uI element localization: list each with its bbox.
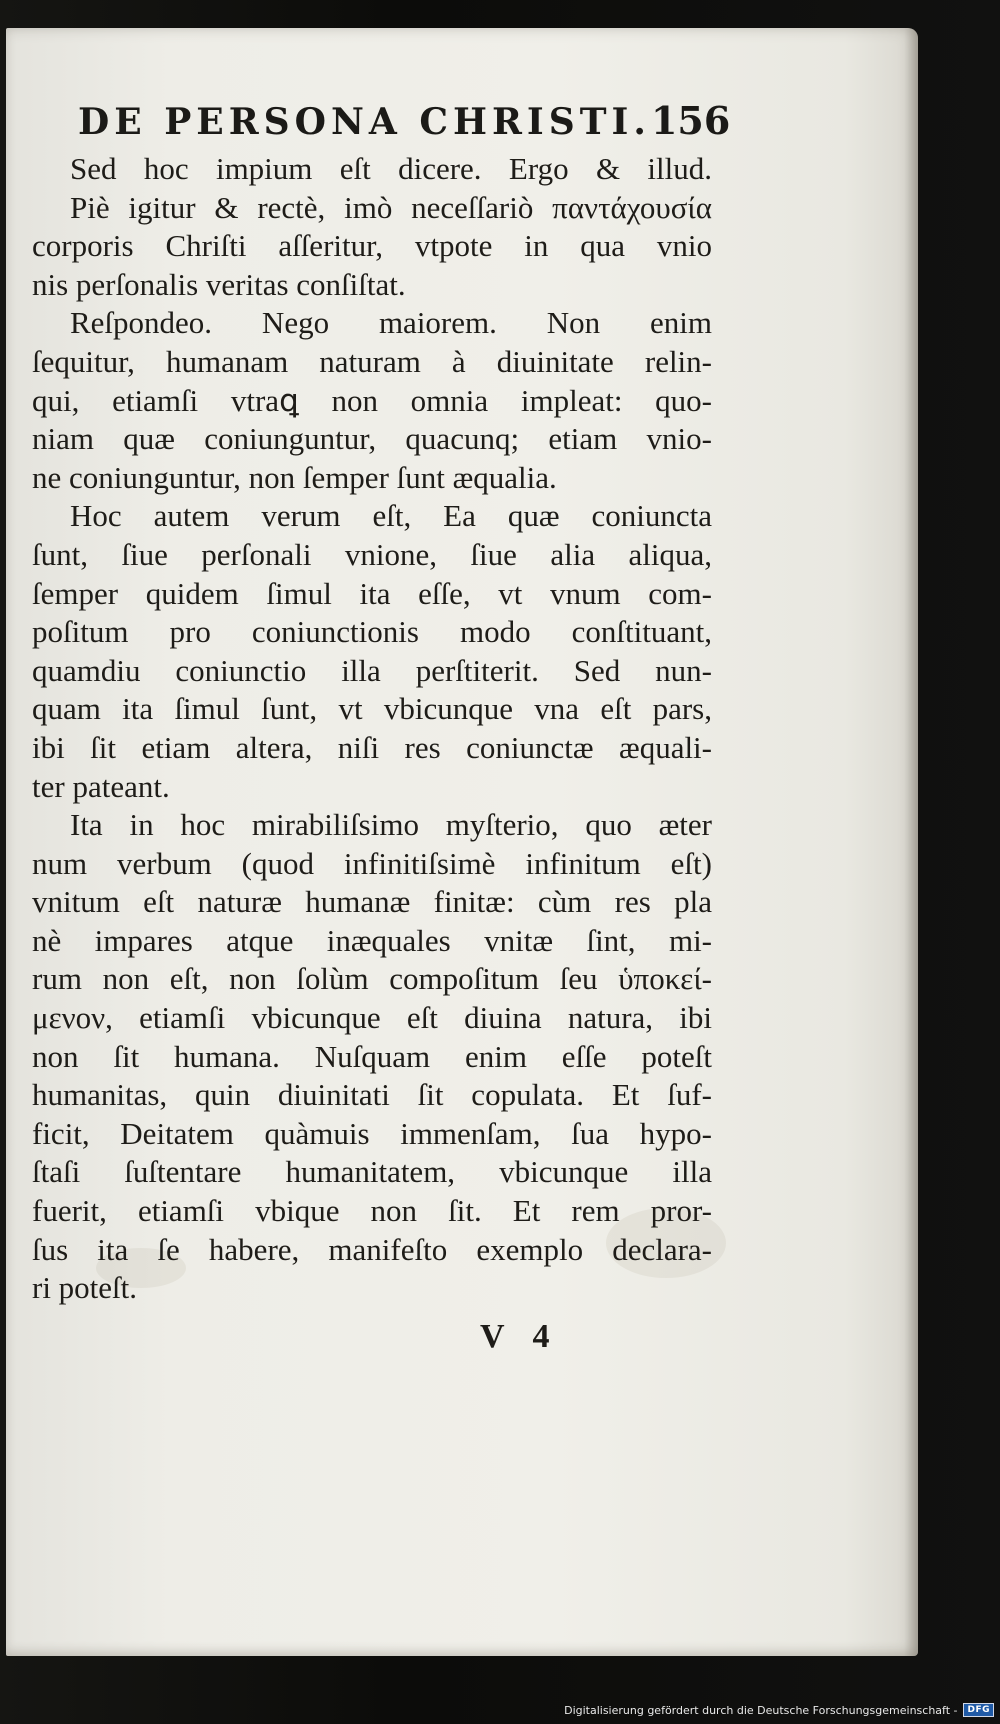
digitization-credit bbox=[564, 1700, 994, 1720]
text-line: ſus ita ſe habere, manifeſto exemplo declara- bbox=[32, 1231, 712, 1267]
text-line: poſitum pro coniunctionis modo conſtituant, bbox=[32, 614, 712, 650]
signature-mark: V 4 bbox=[480, 1318, 560, 1355]
page-edge-shadow bbox=[904, 28, 918, 1656]
text-line: non ſit humana. Nuſquam enim eſſe poteſt bbox=[32, 1038, 712, 1074]
text-line: ne coniunguntur, non ſemper ſunt æqualia. bbox=[32, 459, 557, 495]
text-line: ficit, Deitatem quàmuis immenſam, ſua hypo- bbox=[32, 1115, 712, 1151]
body-text bbox=[32, 150, 712, 1308]
text-line: fuerit, etiamſi vbique non ſit. Et rem pror- bbox=[32, 1193, 712, 1229]
text-line: Reſpondeo. Nego maiorem. Non enim bbox=[70, 305, 712, 341]
text-line: ter pateant. bbox=[32, 768, 170, 804]
text-line: quam ita ſimul ſunt, vt vbicunque vna eſt pars, bbox=[32, 691, 712, 727]
text-line: qui, etiamſi vtraꝗ non omnia impleat: quo- bbox=[32, 382, 712, 418]
text-line: niam quæ coniunguntur, quacunq; etiam vnio- bbox=[32, 421, 712, 457]
text-line: ſtaſi ſuſtentare humanitatem, vbicunque illa bbox=[32, 1154, 712, 1190]
text-line: vnitum eſt naturæ humanæ finitæ: cùm res pla bbox=[32, 884, 712, 920]
text-line: Sed hoc impium eſt dicere. Ergo & illud. bbox=[70, 151, 712, 186]
text-line: ſunt, ſiue perſonali vnione, ſiue alia aliqua, bbox=[32, 536, 712, 572]
text-line: nis perſonalis veritas conſiſtat. bbox=[32, 266, 406, 302]
text-line: Ita in hoc mirabiliſsimo myſterio, quo æter bbox=[70, 807, 712, 843]
text-line: Hoc autem verum eſt, Ea quæ coniuncta bbox=[70, 498, 712, 534]
text-line: humanitas, quin diuinitati ſit copulata. Et ſuf- bbox=[32, 1077, 712, 1113]
text-line: μενον, etiamſi vbicunque eſt diuina natura, ibi bbox=[32, 1000, 712, 1036]
text-line: ſemper quidem ſimul ita eſſe, vt vnum com- bbox=[32, 575, 712, 611]
dfg-logo-icon: DFG bbox=[963, 1703, 994, 1717]
text-line: ſequitur, humanam naturam à diuinitate relin- bbox=[32, 343, 712, 379]
credit-text: Digitalisierung gefördert durch die Deutsche Forschungsgemeinschaft - bbox=[564, 1703, 958, 1717]
text-line: num verbum (quod infinitiſsimè infinitum eſt) bbox=[32, 845, 712, 881]
running-head-title: DE PERSONA CHRISTI. bbox=[78, 101, 651, 143]
text-line: ri poteſt. bbox=[32, 1270, 138, 1306]
text-line: nè impares atque inæquales vnitæ ſint, mi- bbox=[32, 922, 712, 958]
running-head bbox=[78, 98, 731, 158]
text-line: corporis Chriſti aſſeritur, vtpote in qua vnio bbox=[32, 228, 712, 264]
text-line: rum non eſt, non ſolùm compoſitum ſeu ὑποκεί- bbox=[32, 961, 712, 997]
text-line: quamdiu coniunctio illa perſtiterit. Sed nun- bbox=[32, 652, 712, 688]
text-line: Piè igitur & rectè, imò neceſſariò παντάχουσία bbox=[70, 189, 712, 225]
page-number: 156 bbox=[650, 98, 731, 143]
text-line: ibi ſit etiam altera, niſi res coniunctæ æquali- bbox=[32, 729, 712, 765]
